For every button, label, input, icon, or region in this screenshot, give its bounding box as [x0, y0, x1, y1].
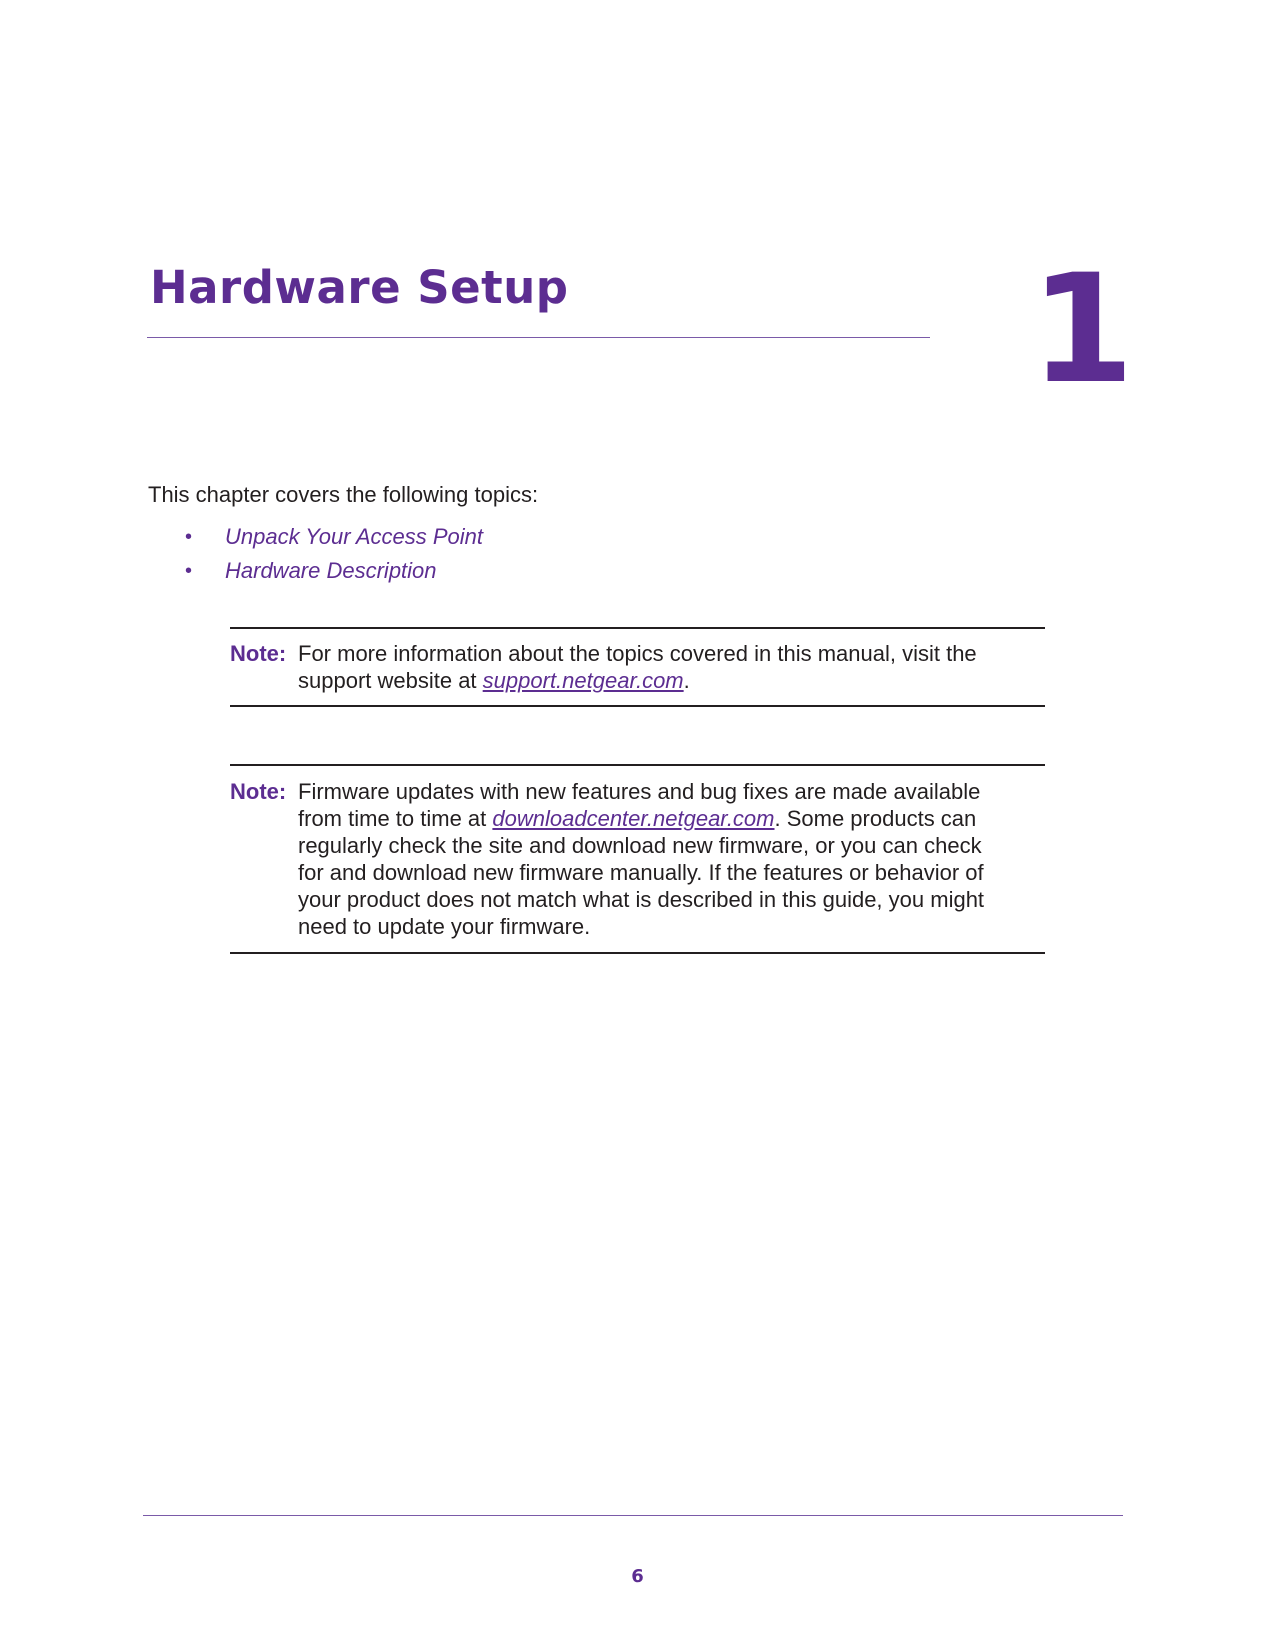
chapter-number: 1 [1030, 243, 1135, 417]
note-text-end: . [683, 668, 690, 693]
list-item [185, 524, 483, 558]
title-divider [147, 337, 930, 338]
support-link[interactable]: support.netgear.com [482, 668, 684, 693]
note-text: For more information about the topics covered in this manual, visit the support website at [298, 641, 977, 693]
note-label: Note: [230, 779, 287, 804]
list-item [185, 558, 483, 592]
note-body [298, 778, 988, 940]
page-number: 6 [631, 1566, 644, 1587]
note-label: Note: [230, 641, 287, 666]
note-support [230, 627, 1045, 707]
note-text: Firmware updates with new features and bug fixes are made available from time to time at [298, 779, 981, 831]
chapter-title: Hardware Setup [150, 261, 569, 314]
note-text-end: . Some products can regularly check the site and download new firmware, or you can check for and download new firmware manually. If the features or behavior of your product does not match what is described in this guide, you might need to update your firmware. [298, 806, 985, 939]
download-center-link[interactable]: downloadcenter.netgear.com [492, 806, 775, 831]
intro-text: This chapter covers the following topics: [148, 482, 539, 507]
bullet-icon: • [185, 560, 193, 582]
topic-list [185, 524, 483, 592]
note-body [298, 640, 988, 694]
topic-link-hardware-description[interactable]: Hardware Description [225, 558, 437, 583]
footer-divider [143, 1515, 1123, 1516]
note-firmware [230, 764, 1045, 954]
topic-link-unpack[interactable]: Unpack Your Access Point [225, 524, 484, 549]
bullet-icon: • [185, 526, 193, 548]
